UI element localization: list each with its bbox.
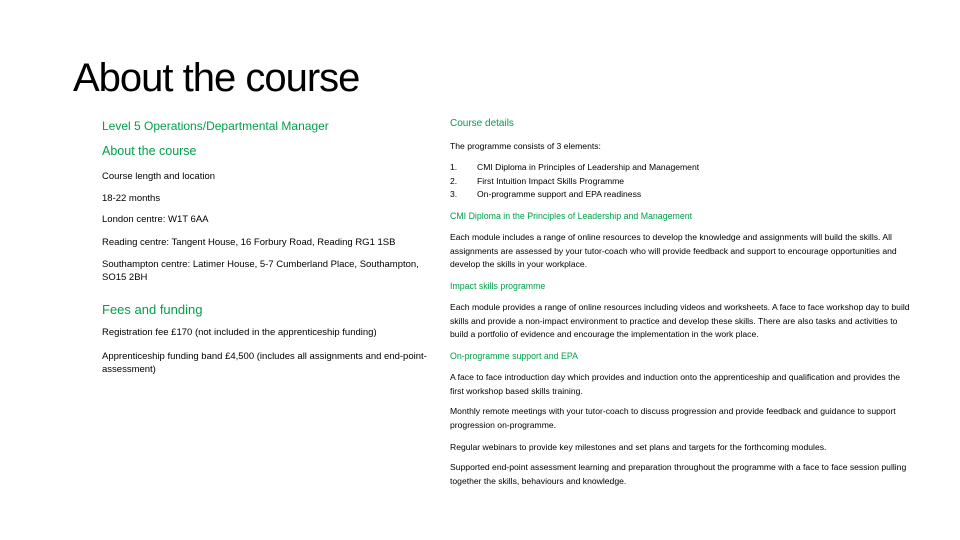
onprog-item-1: A face to face introduction day which provides and induction onto the apprenticeship and qualification and provides the first workshop based skills training. [450,372,901,396]
fees-heading: Fees and funding [102,302,203,317]
list-text: First Intuition Impact Skills Programme [477,175,625,186]
list-item [450,175,699,189]
list-item [450,188,699,202]
cmi-heading: CMI Diploma in the Principles of Leadership and Management [450,211,693,221]
reading-centre: Reading centre: Tangent House, 16 Forbury Road, Reading RG1 1SB [102,237,396,248]
list-text: On-programme support and EPA readiness [477,189,642,199]
length-location-label: Course length and location [102,171,216,182]
london-centre: London centre: W1T 6AA [102,214,209,225]
list-item [450,161,699,175]
programme-title: Level 5 Operations/Departmental Manager [102,119,329,133]
list-number: 3. [450,189,458,199]
list-text: CMI Diploma in Principles of Leadership and Management [477,162,700,172]
southampton-centre: Southampton centre: Latimer House, 5-7 Cumberland Place, Southampton, SO15 2BH [102,259,419,283]
programme-intro: The programme consists of 3 elements: [450,141,601,151]
onprog-heading: On-programme support and EPA [450,351,578,361]
page-title: About the course [73,56,360,100]
impact-text: Each module provides a range of online resources including videos and worksheets. A face to face workshop day to build skills and provide a non-impact environment to practice and develop these skills. There are also tasks and activities to build a portfolio of evidence and encourage the implementation in the work place. [450,302,910,339]
cmi-text: Each module includes a range of online resources to develop the knowledge and assignments will build the skills. All assignments are assessed by your tutor-coach who will provide feedback and support to encourage opportunities and develop the skills in your workplace. [450,232,897,269]
registration-fee: Registration fee £170 (not included in the apprenticeship funding) [102,327,377,338]
about-heading: About the course [102,144,197,158]
onprog-item-3: Regular webinars to provide key milestones and set plans and targets for the forthcoming modules. [450,442,827,452]
programme-elements-list [450,161,699,202]
onprog-item-2: Monthly remote meetings with your tutor-coach to discuss progression and provide feedback and guidance to support progression on-programme. [450,406,896,430]
impact-heading: Impact skills programme [450,281,546,291]
course-details-heading: Course details [450,118,514,129]
funding-band: Apprenticeship funding band £4,500 (includes all assignments and end-point-assessment) [102,351,427,375]
list-number: 2. [450,175,458,186]
onprog-item-4: Supported end-point assessment learning and preparation throughout the programme with a face to face session pulling together the skills, behaviours and knowledge. [450,462,907,486]
course-duration: 18-22 months [102,193,161,204]
list-number: 1. [450,162,458,172]
